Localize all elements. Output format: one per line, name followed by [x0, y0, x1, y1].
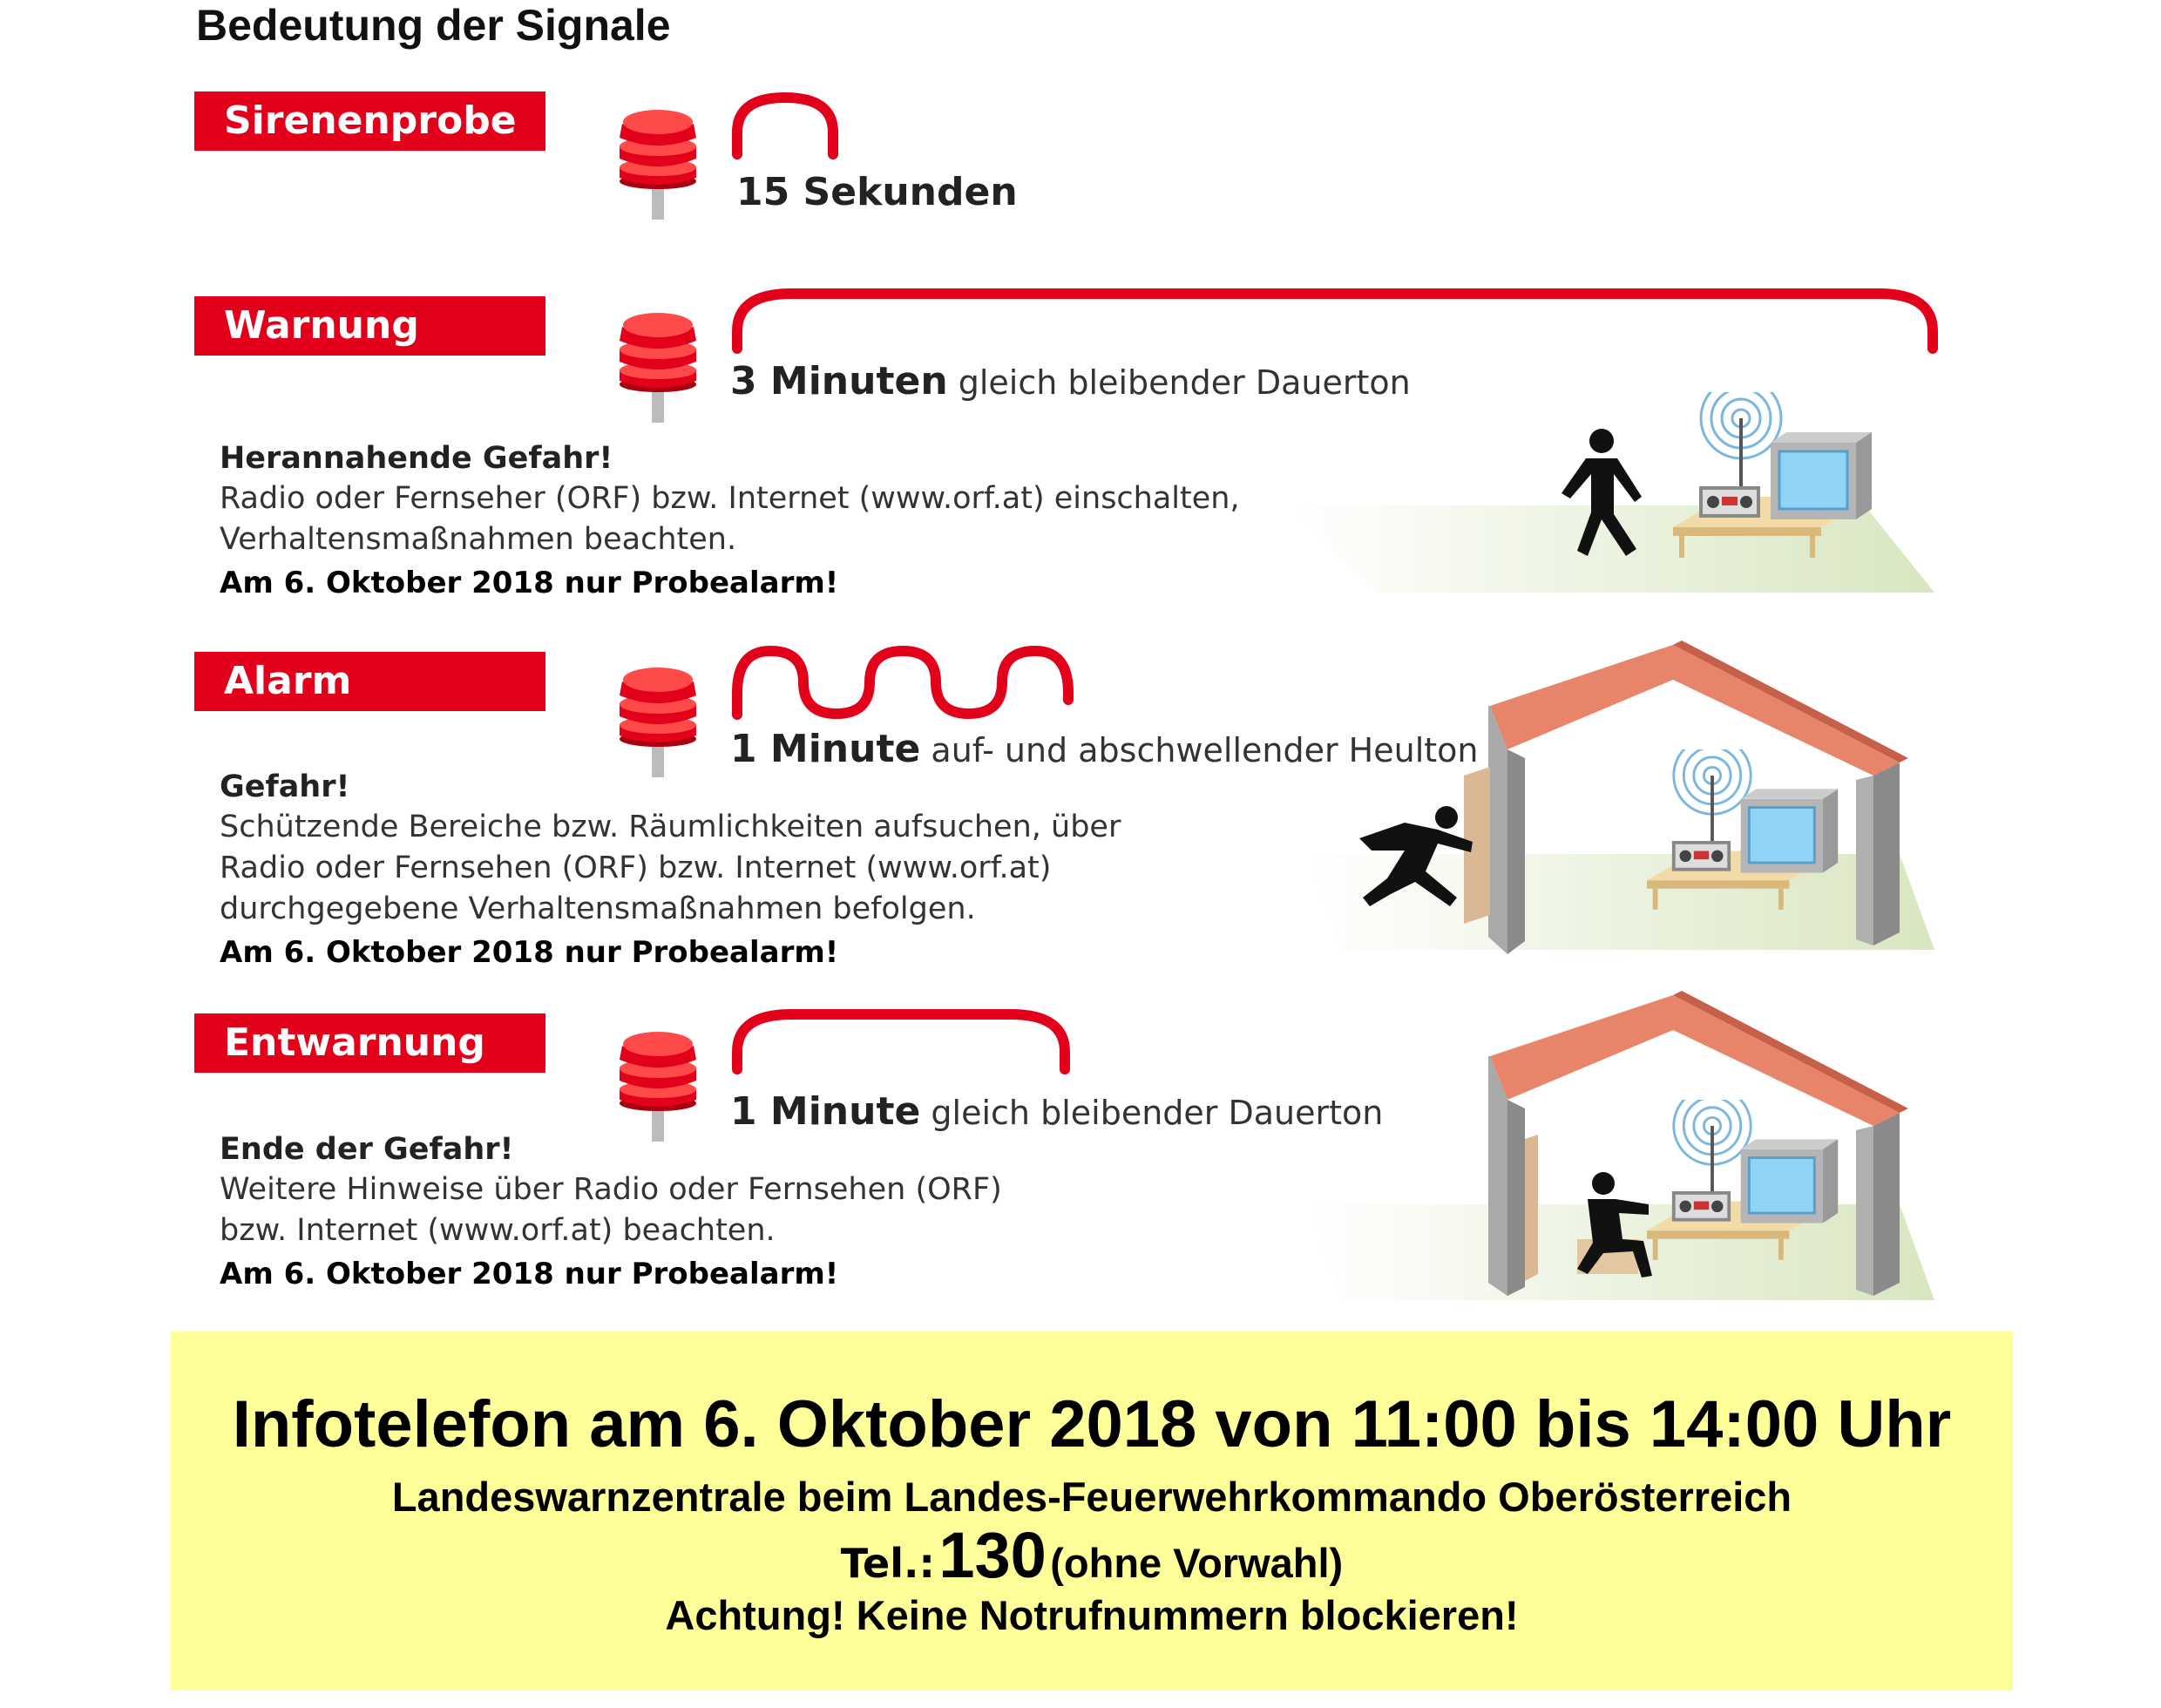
- probe-notice: Am 6. Oktober 2018 nur Probealarm!: [220, 935, 839, 970]
- signal-duration-warnung: 3 Minuten gleich bleibender Dauerton: [730, 359, 1411, 403]
- telephone-note: (ohne Vorwahl): [1050, 1540, 1344, 1586]
- person-walking-to-radio-tv-illustration: [1290, 383, 1952, 601]
- person-running-into-house-illustration: [1307, 636, 1952, 959]
- siren-icon: [610, 1020, 706, 1142]
- person-sitting-in-house-illustration: [1307, 986, 1952, 1309]
- info-warning: Achtung! Keine Notrufnummern blockieren!: [665, 1592, 1519, 1638]
- signal-label-entwarnung: Entwarnung: [194, 1013, 545, 1073]
- steady-tone-wave-icon: [730, 1004, 1087, 1074]
- siren-icon: [610, 655, 706, 777]
- signal-duration-sirenenprobe: 15 Sekunden: [736, 170, 1018, 214]
- telephone-number: 130: [938, 1519, 1047, 1591]
- short-tone-wave-icon: [730, 89, 843, 159]
- info-title: Infotelefon am 6. Oktober 2018 von 11:00 bis 14:00 Uhr: [232, 1387, 1952, 1461]
- probe-notice: Am 6. Oktober 2018 nur Probealarm!: [220, 566, 839, 600]
- signal-label-sirenenprobe: Sirenenprobe: [194, 92, 545, 151]
- signal-headline-alarm: Gefahr!: [220, 769, 350, 804]
- signal-description-line: bzw. Internet (www.orf.at) beachten.: [220, 1213, 776, 1248]
- page-title: Bedeutung der Signale: [196, 1, 671, 50]
- wailing-tone-wave-icon: [730, 640, 1079, 728]
- signal-description-line: Schützende Bereiche bzw. Räumlichkeiten aufsuchen, über: [220, 810, 1121, 844]
- info-box: [171, 1332, 2013, 1691]
- signal-label-warnung: Warnung: [194, 296, 545, 356]
- probe-notice: Am 6. Oktober 2018 nur Probealarm!: [220, 1257, 839, 1291]
- long-steady-tone-wave-icon: [730, 283, 1950, 353]
- signal-description-line: Radio oder Fernseher (ORF) bzw. Internet (www.orf.at) einschalten,: [220, 481, 1240, 516]
- info-subtitle: Landeswarnzentrale beim Landes-Feuerwehrkommando Oberösterreich: [391, 1474, 1792, 1520]
- telephone-label: Tel.:: [840, 1540, 935, 1587]
- signal-description-line: Verhaltensmaßnahmen beachten.: [220, 522, 737, 557]
- siren-icon: [610, 301, 706, 423]
- siren-icon: [610, 98, 706, 220]
- signal-headline-entwarnung: Ende der Gefahr!: [220, 1132, 514, 1167]
- signal-headline-warnung: Herannahende Gefahr!: [220, 441, 613, 476]
- signal-description-line: durchgegebene Verhaltensmaßnahmen befolgen.: [220, 891, 976, 926]
- signal-duration-entwarnung: 1 Minute gleich bleibender Dauerton: [730, 1089, 1384, 1134]
- signal-description-line: Radio oder Fernsehen (ORF) bzw. Internet (www.orf.at): [220, 851, 1052, 885]
- signal-duration-alarm: 1 Minute auf- und abschwellender Heulton: [730, 727, 1479, 771]
- signal-label-alarm: Alarm: [194, 652, 545, 711]
- signal-description-line: Weitere Hinweise über Radio oder Fernsehen (ORF): [220, 1172, 1002, 1207]
